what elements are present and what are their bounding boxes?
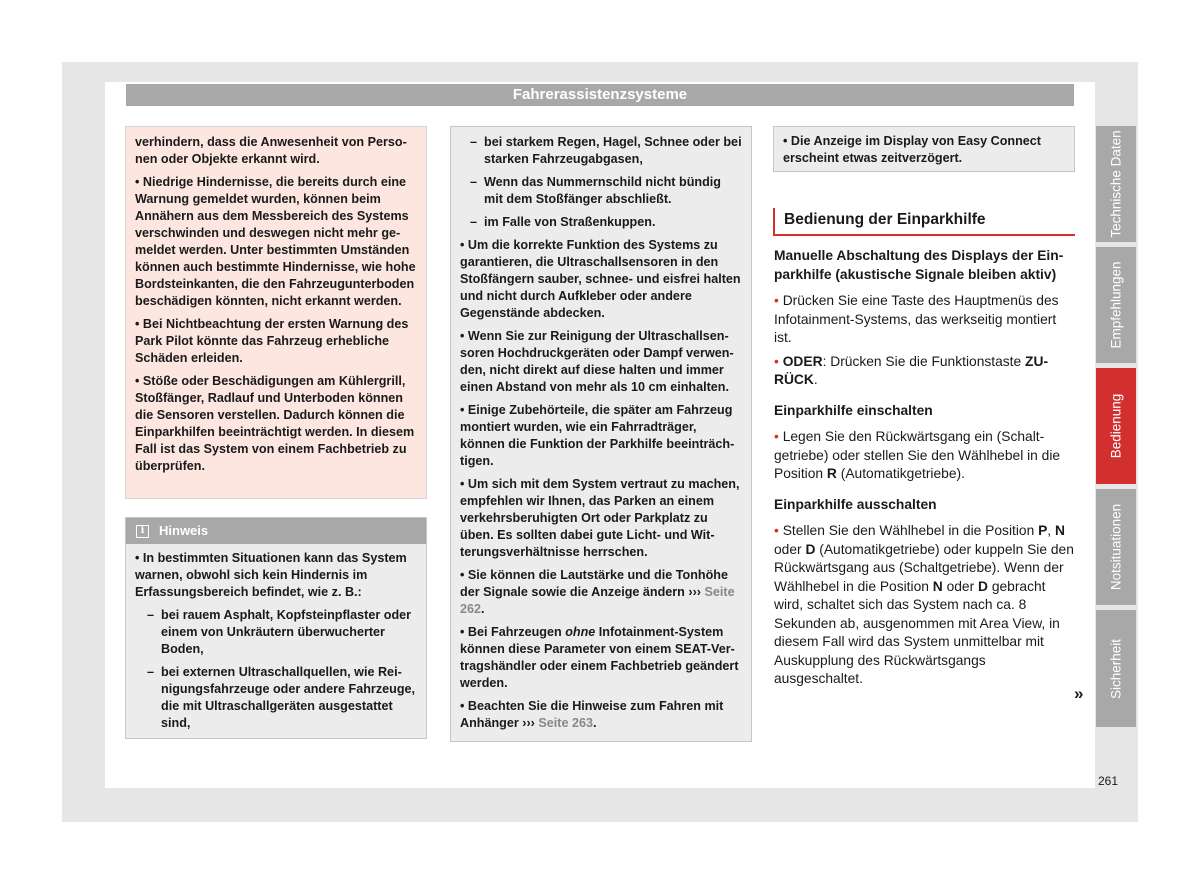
reference-arrows: ›››	[522, 716, 535, 730]
page-number: 261	[1098, 774, 1119, 788]
list-item-trailer: • Beachten Sie die Hinweise zum Fahren mit Anhänger ››› Seite 263.	[460, 699, 724, 730]
hint-dash-item: – bei externen Ultraschallquellen, wie Reinigungsfahrzeuge oder andere Fahrzeuge, die mit Ultraschallgeräten ausgestattet sind,	[147, 665, 416, 730]
paragraph: • ODER: Drücken Sie die Funktionstaste ZURÜCK.	[774, 353, 1049, 387]
hint-body	[126, 544, 426, 744]
subheading: Einparkhilfe ausschalten	[774, 496, 937, 512]
tab-empfehlungen[interactable]: Empfehlungen	[1096, 247, 1136, 363]
tab-bedienung[interactable]: Bedienung	[1096, 368, 1136, 484]
hint-header	[126, 518, 426, 544]
dash-item: – Wenn das Nummernschild nicht bündig mit dem Stoßfänger abschließt.	[470, 175, 721, 206]
paragraph: • Legen Sie den Rückwärtsgang ein (Schaltgetriebe) oder stellen Sie den Wählhebel in die Position R (Automatikgetriebe).	[774, 429, 1061, 481]
warning-item: • Bei Nichtbeachtung der ersten Warnung des Park Pilot könnte das Fahrzeug erhebliche Schäden erleiden.	[135, 317, 409, 365]
list-item: • Wenn Sie zur Reinigung der Ultraschallsensoren Hochdruckgeräten oder Dampf verwenden, nicht direkt auf diese halten und immer einen Abstand von mehr als 10 cm einhalten.	[460, 329, 734, 394]
tab-sicherheit[interactable]: Sicherheit	[1096, 610, 1136, 727]
warning-item: • Stöße oder Beschädigungen am Kühlergrill, Stoßfänger, Radlauf und Unterboden können die Sensoren verstellen. Dadurch können die Einparkhilfen beeinträchtigt werden. In diesem Fall ist das System von einem Fachbetrieb zu überprüfen.	[135, 374, 415, 473]
right-column-text	[774, 247, 1074, 694]
note-box	[773, 126, 1075, 172]
dash-item: – bei starkem Regen, Hagel, Schnee oder bei starken Fahrzeugabgasen,	[470, 135, 742, 166]
warning-intro: verhindern, dass die Anwesenheit von Personen oder Objekte erkannt wird.	[135, 135, 407, 166]
list-item-infotainment: • Bei Fahrzeugen ohne Infotainment-System können diese Parameter von einem SEAT-Vertragshändler oder einem Fachbetrieb geändert werden.	[460, 625, 739, 690]
list-item: • Um die korrekte Funktion des Systems zu garantieren, die Ultraschallsensoren in den Stoßfängern sauber, schnee- und eisfrei halten und nicht durch Aufkleber oder andere Gegenstände abdecken.	[460, 238, 741, 320]
hint-box	[125, 517, 427, 739]
tab-technische-daten[interactable]: Technische Daten	[1096, 126, 1136, 242]
hint-title: Hinweis	[159, 523, 209, 538]
page-link-263[interactable]: Seite 263	[538, 716, 593, 730]
subheading: Einparkhilfe einschalten	[774, 402, 933, 418]
page-link-262[interactable]: Seite 262	[460, 585, 735, 616]
list-item-volume: • Sie können die Lautstärke und die Tonhöhe der Signale sowie die Anzeige ändern ››› Seite 262.	[460, 568, 735, 616]
warning-item: • Niedrige Hindernisse, die bereits durch eine Warnung gemeldet wurden, können beim Annähern aus dem Messbereich des Systems verschwinden und deswegen nicht mehr gemeldet werden. Unter bestimmten Umständen können auch bestimmte Hindernisse, wie hohe Bordsteinkanten, die den Fahrzeugunterboden beschädigen könnten, nicht erkannt werden.	[135, 175, 416, 308]
subheading: Manuelle Abschaltung des Displays der Einparkhilfe (akustische Signale bleiben aktiv)	[774, 248, 1064, 282]
paragraph: • Stellen Sie den Wählhebel in die Position P, N oder D (Automatikgetriebe) oder kuppeln Sie den Rückwärtsgang aus (Schaltgetriebe). Wenn der Wählhebel in die Position N oder D gebracht wird, schaltet sich das System nach ca. 8 Sekunden ab, ausgenommen mit Area View, in diesem Fall wird das System unmittelbar mit Auskupplung des Rückwärtsgangs ausgeschaltet.	[774, 523, 1074, 686]
dash-item: – im Falle von Straßenkuppen.	[470, 215, 656, 229]
tab-notsituationen[interactable]: Notsituationen	[1096, 489, 1136, 605]
hint-intro: • In bestimmten Situationen kann das System warnen, obwohl sich kein Hindernis im Erfassungsbereich befindet, wie z. B.:	[135, 551, 407, 599]
hint-dash-item: – bei rauem Asphalt, Kopfsteinpflaster oder einem von Unkräutern überwucherter Boden,	[147, 608, 412, 656]
hint-continuation-box	[450, 126, 752, 742]
continue-icon: »	[1074, 684, 1084, 703]
section-title: Bedienung der Einparkhilfe	[773, 208, 1075, 236]
list-item: • Einige Zubehörteile, die später am Fahrzeug montiert wurden, wie ein Fahrradträger, können die Funktion der Parkhilfe beeinträchtigen.	[460, 403, 735, 468]
note-text: • Die Anzeige im Display von Easy Connect erscheint etwas zeitverzögert.	[783, 134, 1041, 165]
chapter-header: Fahrerassistenzsysteme	[126, 84, 1074, 106]
paragraph: • Drücken Sie eine Taste des Hauptmenüs des Infotainment-Systems, das werkseitig montiert ist.	[774, 293, 1059, 345]
info-icon: i	[136, 525, 149, 538]
reference-arrows: ›››	[688, 585, 701, 599]
list-item: • Um sich mit dem System vertraut zu machen, empfehlen wir Ihnen, das Parken an einem verkehrsberuhigten Ort oder Parkplatz zu üben. Es sollten dabei gute Licht- und Witterungsverhältnisse herrschen.	[460, 477, 740, 559]
warning-box	[125, 126, 427, 499]
